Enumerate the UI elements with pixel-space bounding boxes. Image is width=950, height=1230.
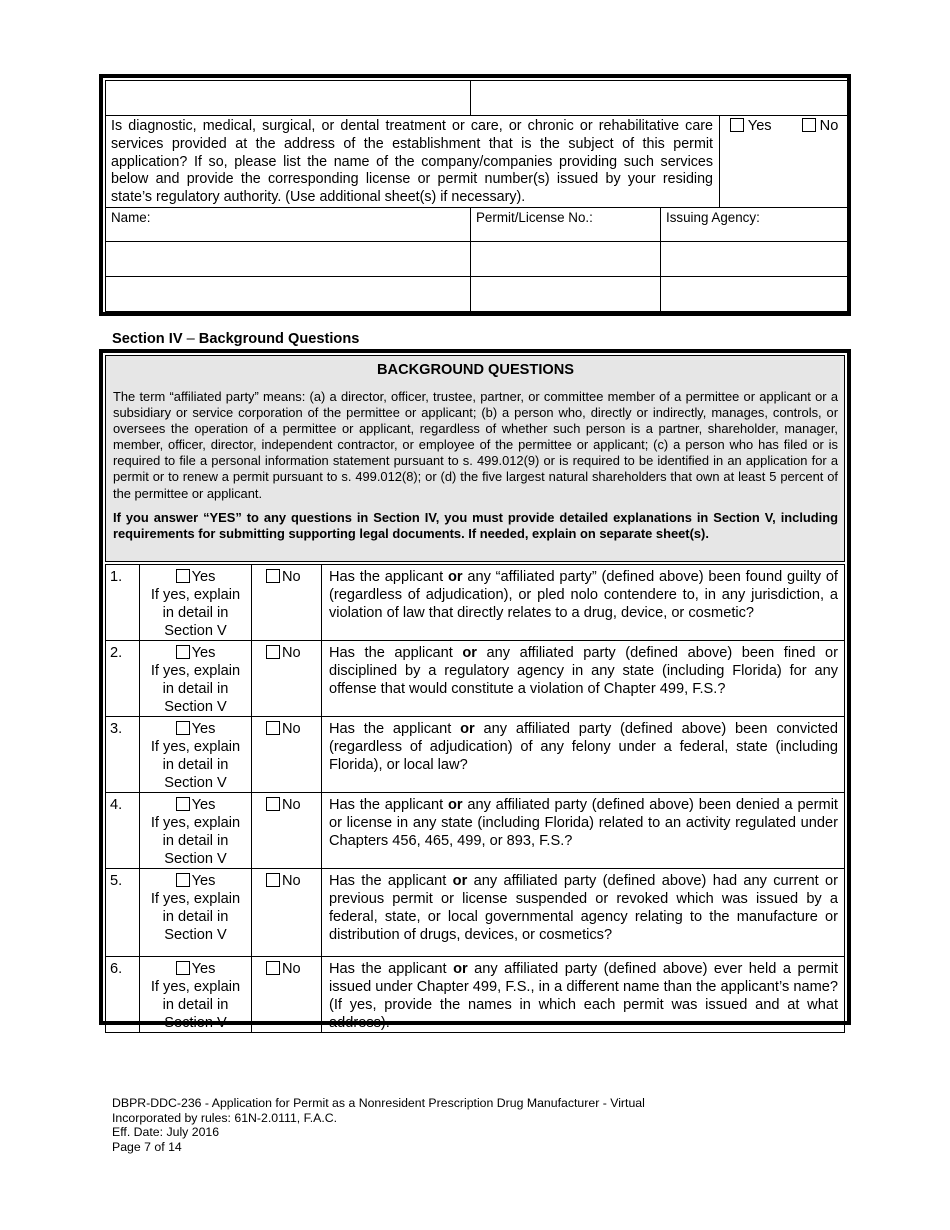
name-column-header: Name: xyxy=(106,207,471,241)
question-no-cell xyxy=(252,957,322,1033)
explain-text: Section V xyxy=(164,775,227,791)
explain-text: Section V xyxy=(164,699,227,715)
explain-text: in detail in xyxy=(162,605,229,621)
question-number: 1. xyxy=(106,565,140,641)
question-no-checkbox[interactable] xyxy=(266,797,280,811)
no-label: No xyxy=(282,961,301,977)
name-field[interactable] xyxy=(106,241,471,276)
question-text-emphasis: or xyxy=(453,961,468,977)
question-text-part: Has the applicant xyxy=(329,721,461,737)
yes-warning: If you answer “YES” to any questions in Section IV, you must provide detailed explanations in Section V, including requirements for submitting supporting legal documents. If needed, explain on separate sheet(s). xyxy=(113,509,838,541)
question-text xyxy=(322,641,845,717)
question-number: 3. xyxy=(106,717,140,793)
rules-reference: Incorporated by rules: 61N-2.0111, F.A.C. xyxy=(112,1110,338,1125)
question-text xyxy=(322,869,845,957)
question-no-cell xyxy=(252,565,322,641)
explain-text: in detail in xyxy=(162,757,229,773)
question-row xyxy=(106,565,845,641)
no-label: No xyxy=(282,873,301,889)
section-title: Background Questions xyxy=(198,331,360,347)
question-yes-cell xyxy=(140,641,252,717)
question-text xyxy=(322,793,845,869)
question-text-part: any “affiliated party” (defined above) been found guilty of (regardless of adjudication), or pled nolo contendere to, in any jurisdiction, a violation of law that directly relates to a drug, device, or cosmetic? xyxy=(329,569,838,621)
no-label: No xyxy=(282,569,301,585)
no-label: No xyxy=(282,645,301,661)
background-title: BACKGROUND QUESTIONS xyxy=(376,362,575,378)
explain-text: Section V xyxy=(164,927,227,943)
question-text-emphasis: or xyxy=(462,645,477,661)
question-yes-checkbox[interactable] xyxy=(176,569,190,583)
no-label: No xyxy=(282,721,301,737)
question-row xyxy=(106,869,845,957)
yes-label: Yes xyxy=(191,569,216,585)
no-label: No xyxy=(282,797,301,813)
explain-text: in detail in xyxy=(162,681,229,697)
explain-text: If yes, explain xyxy=(150,891,241,907)
question-number: 5. xyxy=(106,869,140,957)
question-text-emphasis: or xyxy=(452,873,468,889)
question-text-part: any affiliated party (defined above) ever held a permit issued under Chapter 499, F.S., in a different name than the applicant’s name? (If yes, provide the names in which each permit was issued and at what address). xyxy=(329,961,838,1031)
services-question: Is diagnostic, medical, surgical, or dental treatment or care, or chronic or rehabilitative care services provided at the address of the establishment that is the subject of this permit application? If so, please list the name of the company/companies providing such services below and provide the corresponding license or permit number(s) issued by your residing state’s regulatory authority. (Use additional sheet(s) if necessary). xyxy=(106,116,720,208)
question-yes-cell xyxy=(140,957,252,1033)
question-text-part: Has the applicant xyxy=(329,797,448,813)
question-text-part: any affiliated party (defined above) been fined or disciplined by a regulatory agency in any state (including Florida) for any offense that would constitute a violation of Chapter 499, F.S.? xyxy=(329,645,838,697)
question-text xyxy=(322,957,845,1033)
effective-date: Eff. Date: July 2016 xyxy=(112,1125,220,1140)
explain-text: If yes, explain xyxy=(150,815,241,831)
question-yes-cell xyxy=(140,565,252,641)
explain-text: in detail in xyxy=(162,909,229,925)
question-text-part: Has the applicant xyxy=(329,961,454,977)
question-row xyxy=(106,641,845,717)
question-yes-checkbox[interactable] xyxy=(176,873,190,887)
question-yes-cell xyxy=(140,717,252,793)
question-text xyxy=(322,565,845,641)
services-yes-no xyxy=(720,116,848,208)
permit-field[interactable] xyxy=(471,276,661,311)
agency-field[interactable] xyxy=(661,276,848,311)
explain-text: If yes, explain xyxy=(150,739,241,755)
question-no-checkbox[interactable] xyxy=(266,721,280,735)
question-row xyxy=(106,793,845,869)
explain-text: If yes, explain xyxy=(150,587,241,603)
yes-label: Yes xyxy=(191,721,216,737)
question-text-part: any affiliated party (defined above) been denied a permit or license in any state (including Florida) related to an activity regulated under Chapters 456, 465, 499, or 893, F.S.? xyxy=(329,797,838,849)
agency-field[interactable] xyxy=(661,241,848,276)
explain-text: Section V xyxy=(164,851,227,867)
background-header xyxy=(105,355,845,562)
question-yes-checkbox[interactable] xyxy=(176,797,190,811)
question-text-emphasis: or xyxy=(448,797,463,813)
question-no-checkbox[interactable] xyxy=(266,645,280,659)
services-no-checkbox[interactable] xyxy=(802,118,816,132)
name-field[interactable] xyxy=(106,276,471,311)
affiliated-party-definition: The term “affiliated party” means: (a) a director, officer, trustee, partner, or committee member of a permittee or applicant or a subsidiary or service corporation of the permittee or applicant; (b) a person who, directly or indirectly, manages, controls, or oversees the operation of a permittee or applicant, regardless of whether such person is a partner, shareholder, manager, member, officer, director, independent contractor, or employee of the permittee or applicant; (c) a person who has filed or is required to file a personal information statement pursuant to s. 499.012(9) or is required to be identified in an application for a permit or to renew a permit pursuant to s. 499.012(8); or (d) the five largest natural shareholders that own at least 5 percent of the permittee or applicant. xyxy=(113,389,838,501)
blank-cell[interactable] xyxy=(471,81,848,116)
question-yes-cell xyxy=(140,869,252,957)
agency-column-header: Issuing Agency: xyxy=(661,207,848,241)
question-text-part: Has the applicant xyxy=(329,873,453,889)
yes-label: Yes xyxy=(191,797,216,813)
explain-text: in detail in xyxy=(162,997,229,1013)
question-text-part: Has the applicant xyxy=(329,569,448,585)
explain-text: If yes, explain xyxy=(150,663,241,679)
explain-text: Section V xyxy=(164,1015,227,1031)
yes-label: Yes xyxy=(191,645,216,661)
question-yes-checkbox[interactable] xyxy=(176,961,190,975)
company-services-table xyxy=(99,74,851,316)
question-list xyxy=(105,564,845,1033)
permit-field[interactable] xyxy=(471,241,661,276)
question-number: 6. xyxy=(106,957,140,1033)
services-yes-checkbox[interactable] xyxy=(730,118,744,132)
question-number: 2. xyxy=(106,641,140,717)
question-no-checkbox[interactable] xyxy=(266,873,280,887)
question-row xyxy=(106,717,845,793)
blank-cell[interactable] xyxy=(106,81,471,116)
explain-text: If yes, explain xyxy=(150,979,241,995)
question-row xyxy=(106,957,845,1033)
explain-text: Section V xyxy=(164,623,227,639)
no-label: No xyxy=(819,118,839,134)
explain-text: in detail in xyxy=(162,833,229,849)
question-yes-checkbox[interactable] xyxy=(176,721,190,735)
page-number: Page 7 of 14 xyxy=(112,1140,182,1155)
question-text-part: any affiliated party (defined above) had any current or previous permit or license suspended or revoked which was issued by a federal, state, or local governmental agency relating to the manufacture or distribution of drugs, devices, or cosmetics? xyxy=(329,873,838,943)
question-no-cell xyxy=(252,793,322,869)
question-no-cell xyxy=(252,717,322,793)
section-heading xyxy=(112,331,359,347)
question-no-checkbox[interactable] xyxy=(266,961,280,975)
page-footer xyxy=(112,1096,645,1155)
heading-dash: – xyxy=(182,331,199,347)
yes-label: Yes xyxy=(747,118,772,134)
question-text xyxy=(322,717,845,793)
question-no-cell xyxy=(252,869,322,957)
question-text-emphasis: or xyxy=(460,721,475,737)
yes-label: Yes xyxy=(191,961,216,977)
background-questions-table xyxy=(99,349,851,1031)
question-text-part: Has the applicant xyxy=(329,645,463,661)
question-yes-cell xyxy=(140,793,252,869)
section-number: Section IV xyxy=(112,331,183,347)
question-text-part: any affiliated party (defined above) been convicted (regardless of adjudication) of any felony under a federal, state (including Florida), or local law? xyxy=(329,721,838,773)
question-number: 4. xyxy=(106,793,140,869)
permit-column-header: Permit/License No.: xyxy=(471,207,661,241)
question-no-checkbox[interactable] xyxy=(266,569,280,583)
question-text-emphasis: or xyxy=(448,569,463,585)
question-yes-checkbox[interactable] xyxy=(176,645,190,659)
form-name: DBPR-DDC-236 - Application for Permit as a Nonresident Prescription Drug Manufacturer - Virtual xyxy=(112,1096,645,1110)
question-no-cell xyxy=(252,641,322,717)
yes-label: Yes xyxy=(191,873,216,889)
